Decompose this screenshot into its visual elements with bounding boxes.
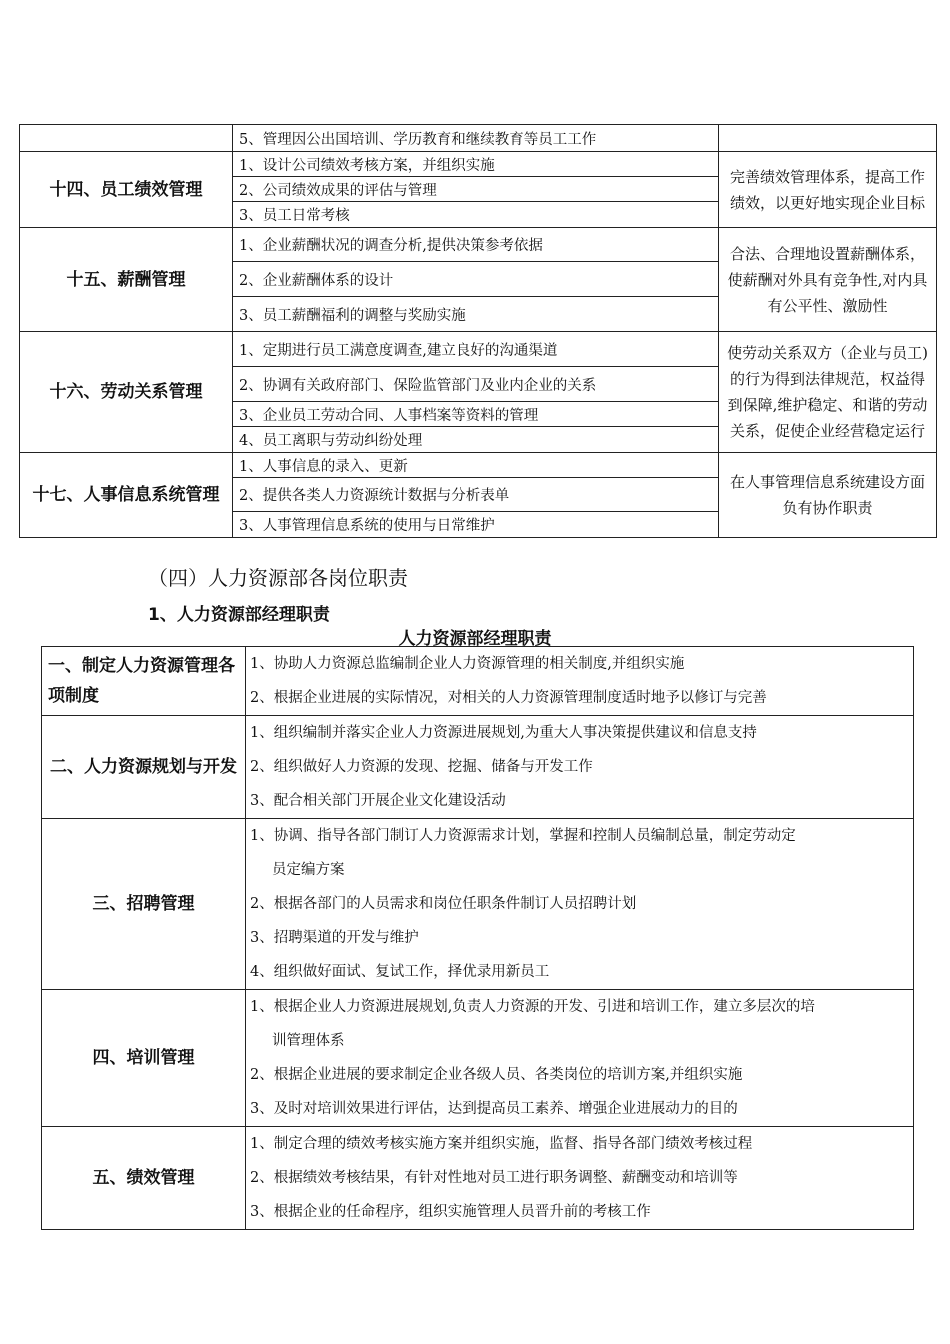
item-cell: 3、员工日常考核 [233, 202, 719, 228]
category-cell: 一、制定人力资源管理各项制度 [42, 647, 246, 716]
duty-item: 1、组织编制并落实企业人力资源进展规划,为重大人事决策提供建议和信息支持 [250, 725, 757, 741]
duty-item: 4、组织做好面试、复试工作，择优录用新员工 [250, 964, 550, 980]
duty-item: 3、招聘渠道的开发与维护 [250, 930, 419, 946]
table-caption: 人力资源部经理职责 [398, 629, 552, 649]
responsibility-table [19, 124, 937, 538]
duty-item: 2、根据绩效考核结果，有针对性地对员工进行职务调整、薪酬变动和培训等 [250, 1170, 738, 1186]
category-cell: 三、招聘管理 [42, 819, 246, 990]
goal-cell [719, 125, 937, 152]
item-cell: 1、企业薪酬状况的调查分析,提供决策参考依据 [233, 228, 719, 262]
section-heading: （四）人力资源部各岗位职责 [148, 566, 408, 590]
item-cell: 5、管理因公出国培训、学历教育和继续教育等员工工作 [233, 125, 719, 152]
goal-cell: 在人事管理信息系统建设方面负有协作职责 [719, 453, 937, 538]
category-cell: 五、绩效管理 [42, 1127, 246, 1230]
duty-item: 3、根据企业的任命程序，组织实施管理人员晋升前的考核工作 [250, 1204, 651, 1220]
category-cell [20, 125, 233, 152]
duty-item: 2、根据企业进展的实际情况，对相关的人力资源管理制度适时地予以修订与完善 [250, 690, 767, 706]
item-cell: 3、员工薪酬福利的调整与奖励实施 [233, 297, 719, 332]
duty-item: 2、根据企业进展的要求制定企业各级人员、各类岗位的培训方案,并组织实施 [250, 1067, 743, 1083]
duty-item: 2、组织做好人力资源的发现、挖掘、储备与开发工作 [250, 759, 593, 775]
item-cell: 2、提供各类人力资源统计数据与分析表单 [233, 478, 719, 512]
duty-item: 1、制定合理的绩效考核实施方案并组织实施，监督、指导各部门绩效考核过程 [250, 1136, 753, 1152]
item-cell: 1、定期进行员工满意度调查,建立良好的沟通渠道 [233, 332, 719, 367]
category-cell: 十五、薪酬管理 [20, 228, 233, 332]
duty-item: 3、及时对培训效果进行评估，达到提高员工素养、增强企业进展动力的目的 [250, 1101, 738, 1117]
duty-item: 1、协助人力资源总监编制企业人力资源管理的相关制度,并组织实施 [250, 656, 685, 672]
sub-heading: 1、人力资源部经理职责 [148, 605, 330, 625]
category-cell: 十七、人事信息系统管理 [20, 453, 233, 538]
item-cell: 1、设计公司绩效考核方案，并组织实施 [233, 152, 719, 177]
duties-cell [246, 819, 914, 990]
goal-cell: 完善绩效管理体系，提高工作绩效，以更好地实现企业目标 [719, 152, 937, 228]
duty-item: 1、协调、指导各部门制订人力资源需求计划，掌握和控制人员编制总量，制定劳动定 [250, 828, 796, 844]
item-cell: 3、企业员工劳动合同、人事档案等资料的管理 [233, 402, 719, 427]
goal-cell: 合法、合理地设置薪酬体系，使薪酬对外具有竞争性,对内具有公平性、激励性 [719, 228, 937, 332]
category-cell: 二、人力资源规划与开发 [42, 716, 246, 819]
category-cell: 十六、劳动关系管理 [20, 332, 233, 453]
item-cell: 2、协调有关政府部门、保险监管部门及业内企业的关系 [233, 367, 719, 402]
duties-cell [246, 1127, 914, 1230]
duties-cell [246, 647, 914, 716]
duty-item: 3、配合相关部门开展企业文化建设活动 [250, 793, 506, 809]
goal-cell: 使劳动关系双方（企业与员工)的行为得到法律规范，权益得到保障,维护稳定、和谐的劳动关系，促使企业经营稳定运行 [719, 332, 937, 453]
item-cell: 1、人事信息的录入、更新 [233, 453, 719, 478]
duty-item: 2、根据各部门的人员需求和岗位任职条件制订人员招聘计划 [250, 896, 637, 912]
duty-item: 训管理体系 [272, 1033, 345, 1049]
duty-item: 员定编方案 [272, 862, 345, 878]
duties-cell [246, 716, 914, 819]
item-cell: 4、员工离职与劳动纠纷处理 [233, 427, 719, 453]
duties-cell [246, 990, 914, 1127]
manager-duties-table [41, 646, 914, 1230]
item-cell: 2、企业薪酬体系的设计 [233, 262, 719, 297]
category-cell: 十四、员工绩效管理 [20, 152, 233, 228]
item-cell: 2、公司绩效成果的评估与管理 [233, 177, 719, 202]
duty-item: 1、根据企业人力资源进展规划,负责人力资源的开发、引进和培训工作，建立多层次的培 [250, 999, 815, 1015]
category-cell: 四、培训管理 [42, 990, 246, 1127]
item-cell: 3、人事管理信息系统的使用与日常维护 [233, 512, 719, 538]
